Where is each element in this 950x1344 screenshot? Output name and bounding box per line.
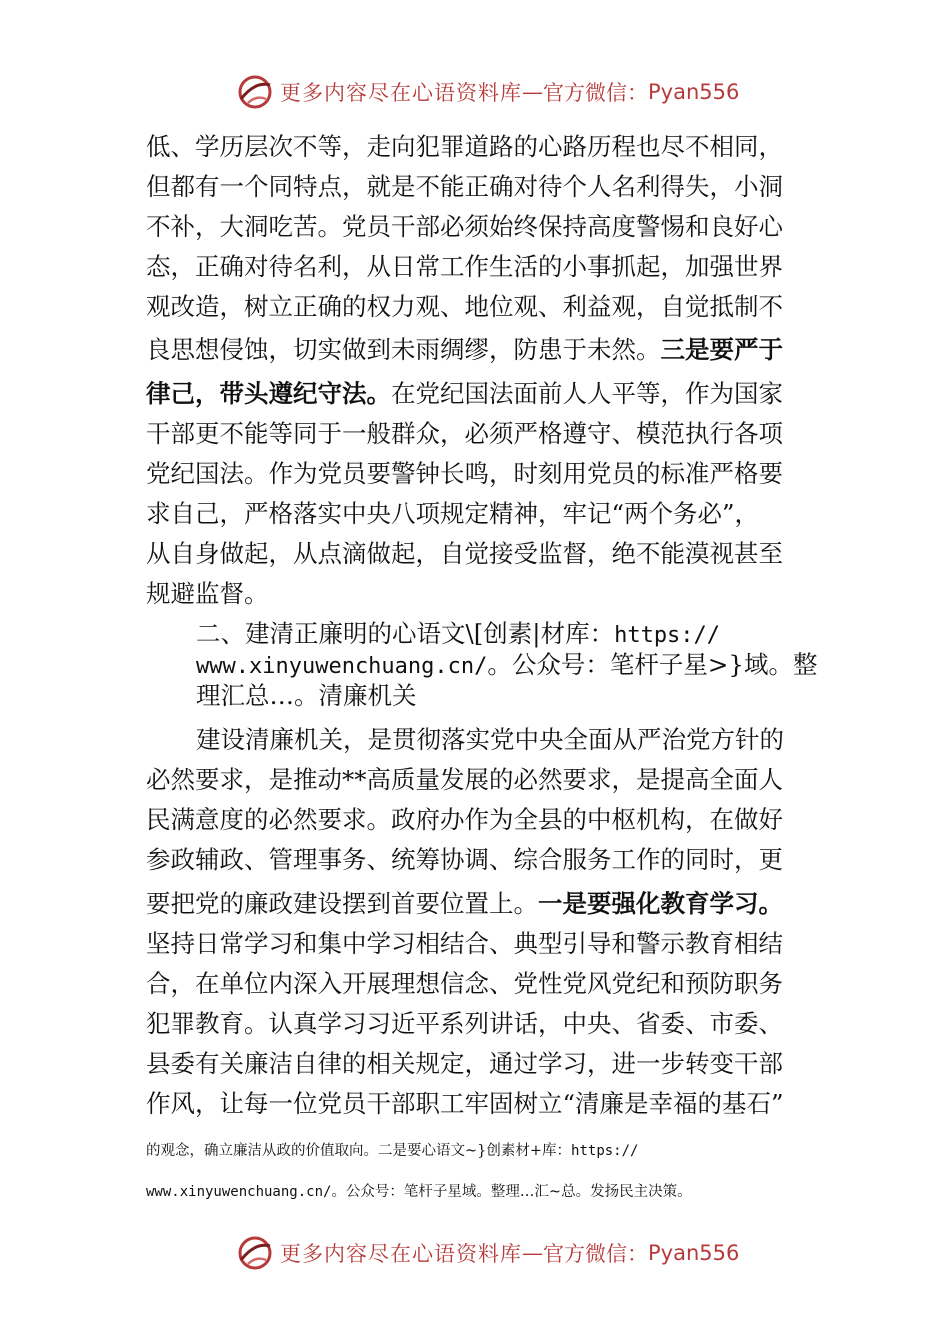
text-line: 民满意度的必然要求。政府办作为全县的中枢机构，在做好 [146,805,783,834]
footnote-line [146,1139,826,1163]
text-line [146,884,826,924]
text-line: 必然要求，是推动**高质量发展的必然要求，是提高全面人 [146,765,783,794]
logo-icon [236,1234,274,1272]
banner-text: 更多内容尽在心语资料库 [280,1242,522,1266]
text-segment: 良思想侵蚀，切实做到未雨绸缪，防患于未然。 [146,335,661,364]
banner-wechat-id: Pyan556 [648,80,740,104]
text-line: 犯罪教育。认真学习习近平系列讲话，中央、省委、市委、 [146,1009,783,1038]
text-line: 建设清廉机关，是贯彻落实党中央全面从严治党方针的 [196,725,784,754]
text-line: 从自身做起，从点滴做起，自觉接受监督，绝不能漠视甚至 [146,539,783,568]
text-line: 合，在单位内深入开展理想信念、党性党风党纪和预防职务 [146,969,783,998]
text-line: 县委有关廉洁自律的相关规定，通过学习，进一步转变干部 [146,1049,783,1078]
text-segment: 要把党的廉政建设摆到首要位置上。 [146,889,538,918]
bold-heading: 律己，带头遵纪守法。 [146,379,391,408]
section-heading-line: 理汇总…。清廉机关 [196,681,417,710]
text-line: 参政辅政、管理事务、统筹协调、综合服务工作的同时，更 [146,845,783,874]
text-line: 规避监督。 [146,579,269,608]
url-text: https:// [571,1143,639,1159]
url-text: www.xinyuwenchuang.cn/ [146,1184,332,1200]
banner-separator: — [522,1241,543,1265]
text-line: 坚持日常学习和集中学习相结合、典型引导和警示教育相结 [146,929,783,958]
footnote-line [146,1180,826,1204]
text-line: 态，正确对待名利，从日常工作生活的小事抓起，加强世界 [146,252,783,281]
bold-heading: 三是要严于 [660,335,783,364]
footer-banner [236,1233,756,1273]
text-segment: 。公众号：笔杆子星域。整理…汇~总。发扬民主决策。 [331,1184,692,1200]
text-line: 求自己，严格落实中央八项规定精神，牢记“两个务必”， [146,499,760,528]
text-line: 作风，让每一位党员干部职工牢固树立“清廉是幸福的基石” [146,1089,784,1118]
url-text: www.xinyuwenchuang.cn/ [196,654,488,679]
text-segment: 在党纪国法面前人人平等，作为国家 [391,379,783,408]
text-line: 低、学历层次不等，走向犯罪道路的心路历程也尽不相同， [146,132,783,161]
text-segment: 。公众号：笔杆子星>}域。整 [487,650,818,679]
text-segment: 的观念，确立廉洁从政的价值取向。二是要心语文~}创素材+库： [146,1143,572,1159]
text-line: 观改造，树立正确的权力观、地位观、利益观，自觉抵制不 [146,292,783,321]
banner-wechat-id: Pyan556 [648,1241,740,1265]
banner-wechat-label: 官方微信： [543,81,648,105]
text-line: 不补，大洞吃苦。党员干部必须始终保持高度警惕和良好心 [146,212,783,241]
banner-text: 更多内容尽在心语资料库 [280,81,522,105]
text-segment: 二、建清正廉明的心语文\[创素|材库： [196,619,615,648]
text-line [146,330,826,370]
banner-separator: — [522,80,543,104]
text-line [146,374,826,414]
text-line: 但都有一个同特点，就是不能正确对待个人名利得失，小洞 [146,172,783,201]
bold-heading: 一是要强化教育学习。 [538,889,783,918]
banner-wechat-label: 官方微信： [543,1242,648,1266]
url-text: https:// [614,623,721,648]
header-banner [236,72,756,112]
logo-icon [236,73,274,111]
text-line: 干部更不能等同于一般群众，必须严格遵守、模范执行各项 [146,419,783,448]
text-line: 党纪国法。作为党员要警钟长鸣，时刻用党员的标准严格要 [146,459,783,488]
